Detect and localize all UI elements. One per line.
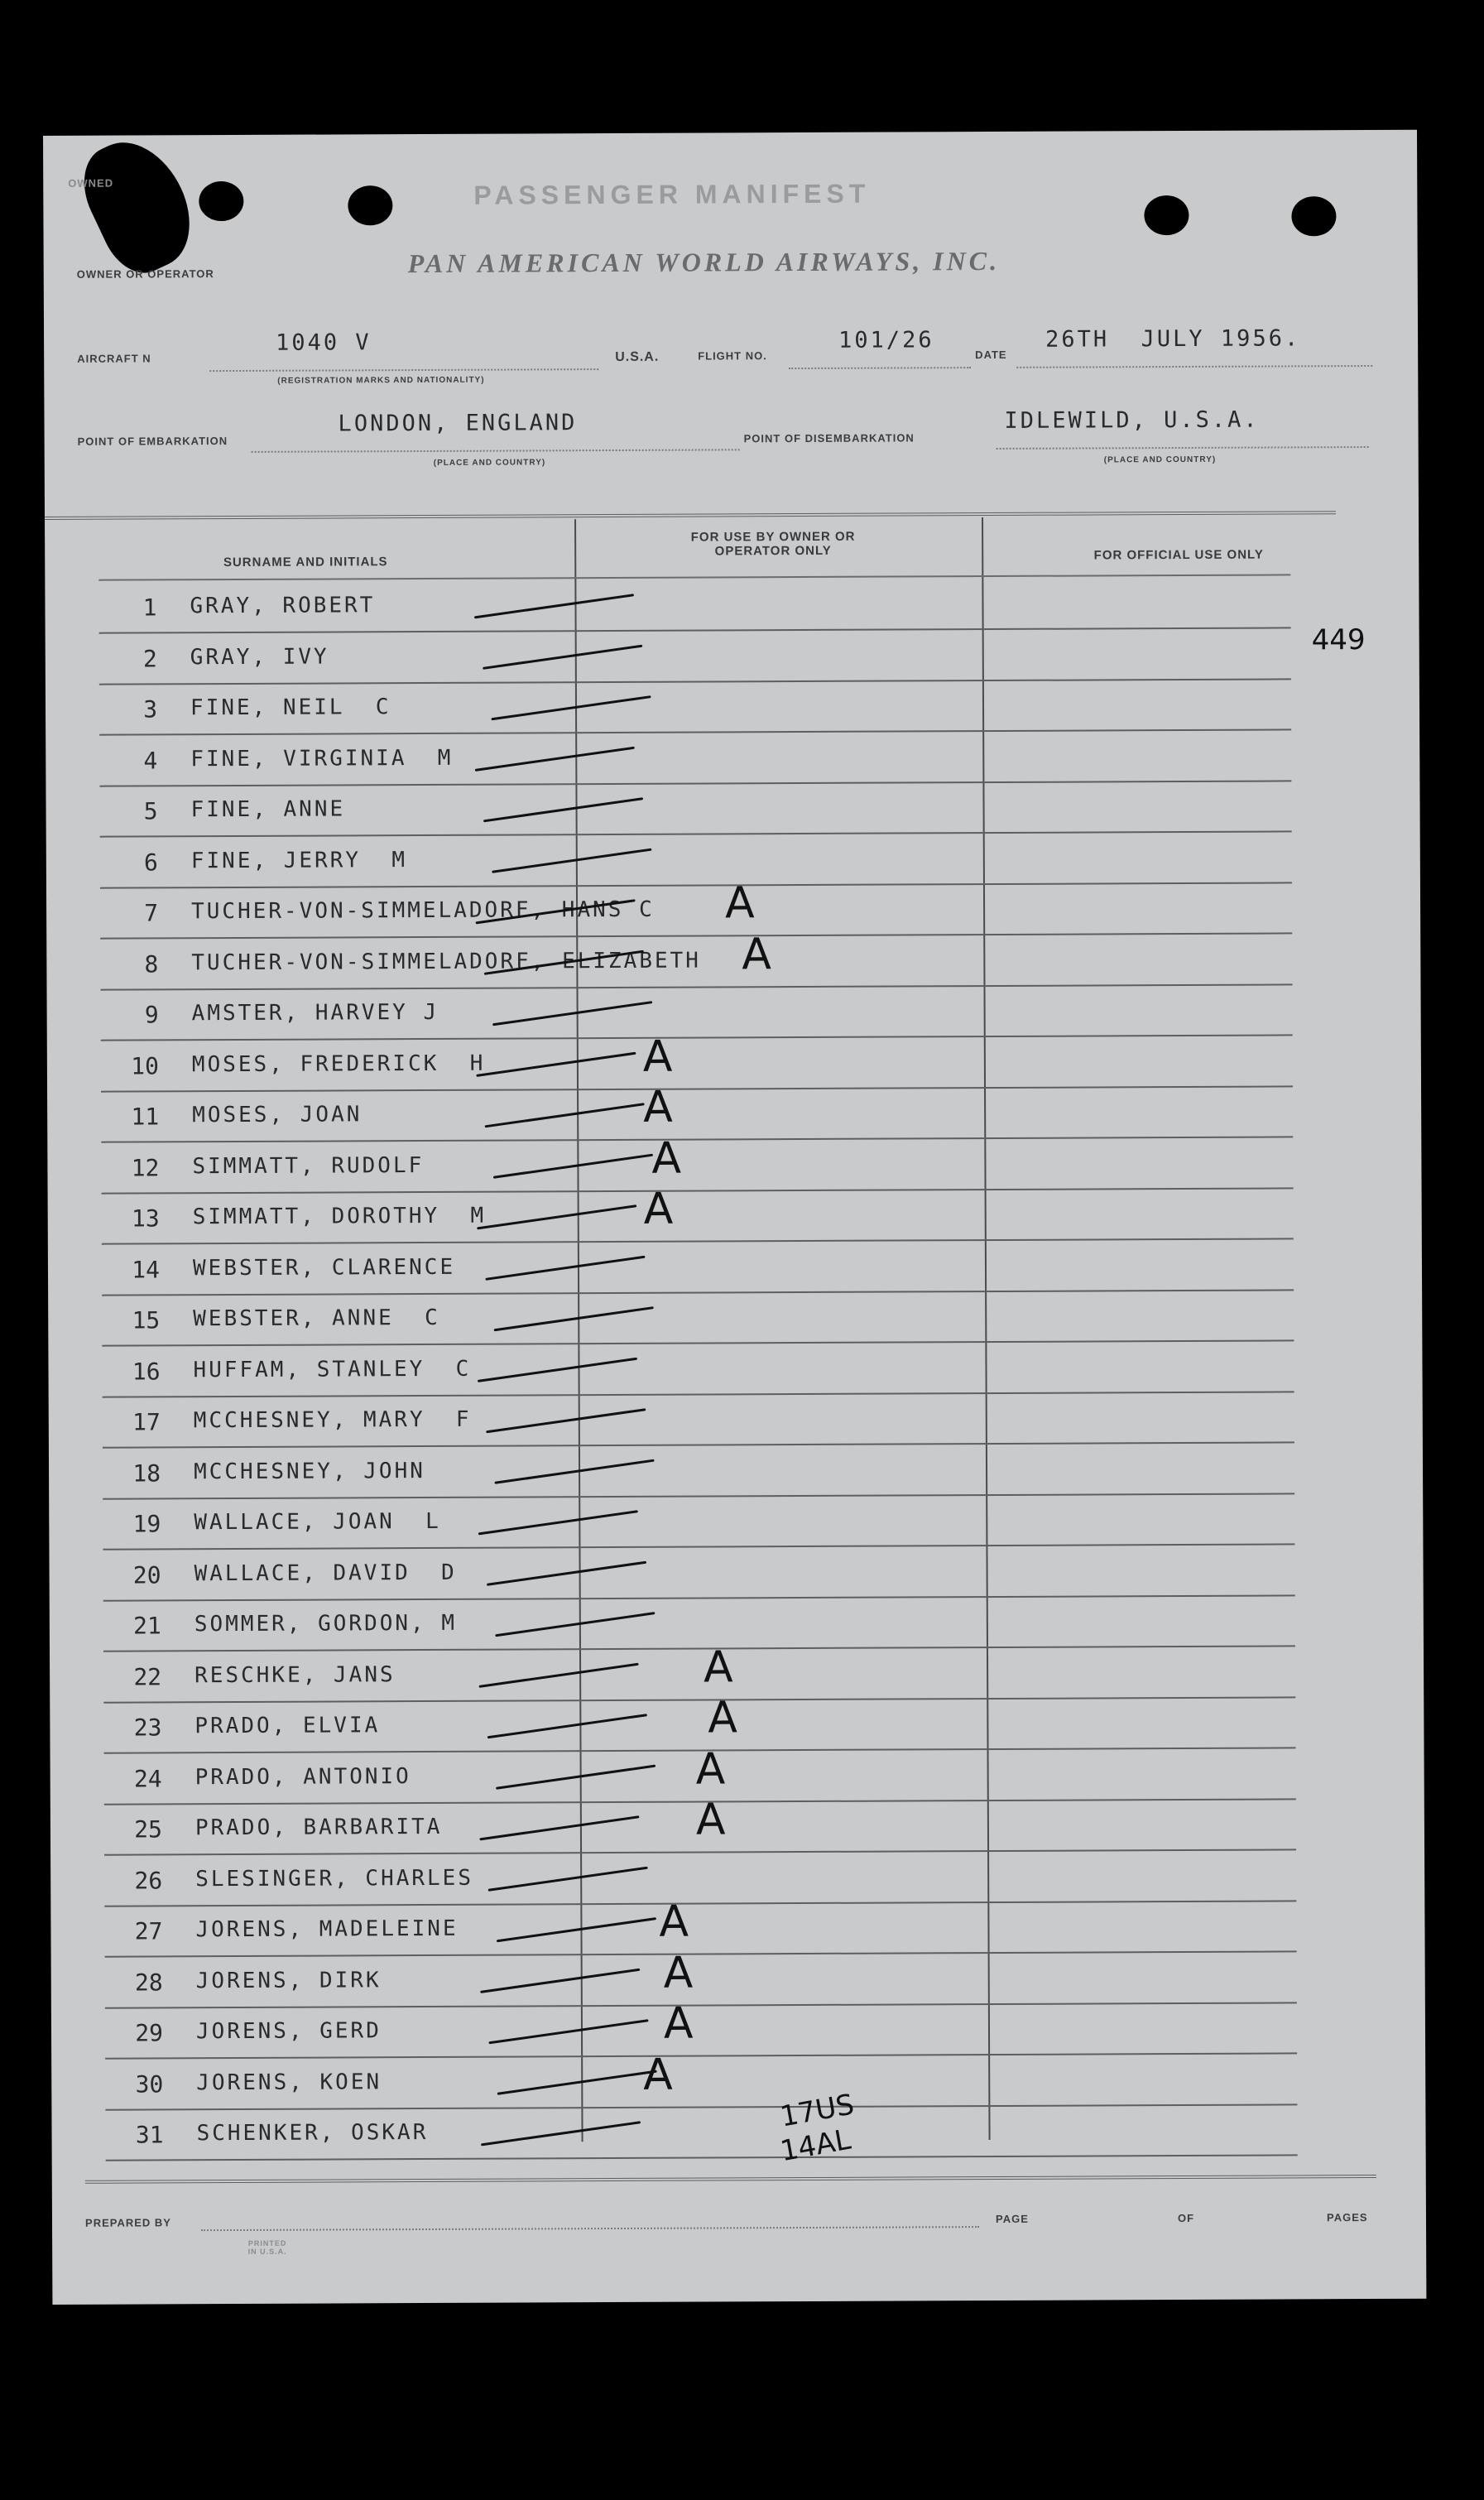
passenger-name: JORENS, KOEN xyxy=(196,2069,382,2095)
passenger-name: RESCHKE, JANS xyxy=(195,1661,396,1688)
row-number: 22 xyxy=(133,1662,162,1691)
alien-mark: A xyxy=(695,1743,726,1795)
passenger-name: TUCHER-VON-SIMMELADORF, HANS C xyxy=(191,897,655,925)
row-number: 3 xyxy=(143,695,158,724)
official-column-header: FOR OFFICIAL USE ONLY xyxy=(1093,547,1264,563)
passenger-name: FINE, ANNE xyxy=(190,796,346,823)
row-number: 18 xyxy=(132,1459,161,1488)
disembark-value: IDLEWILD, U.S.A. xyxy=(1004,406,1260,434)
tick-stroke xyxy=(487,1257,644,1279)
tick-stroke xyxy=(486,1104,643,1127)
row-number: 21 xyxy=(133,1612,161,1640)
passenger-name: WEBSTER, CLARENCE xyxy=(192,1254,456,1281)
row-number: 4 xyxy=(143,746,158,774)
passenger-name: MOSES, JOAN xyxy=(192,1102,363,1128)
passenger-name: FINE, JERRY M xyxy=(190,847,408,873)
tick-stroke xyxy=(487,1410,645,1432)
passenger-name: PRADO, ELVIA xyxy=(195,1713,381,1739)
tick-stroke xyxy=(476,748,633,770)
row-number: 13 xyxy=(131,1204,160,1233)
row-number: 8 xyxy=(144,950,159,978)
tick-stroke xyxy=(498,2071,656,2094)
pages-label: PAGES xyxy=(1326,2211,1368,2224)
row-number: 15 xyxy=(132,1306,161,1334)
passenger-name: SIMMATT, RUDOLF xyxy=(192,1152,425,1179)
row-number: 12 xyxy=(131,1153,160,1182)
passenger-name: MOSES, FREDERICK H xyxy=(191,1050,486,1077)
passenger-name: JORENS, GERD xyxy=(195,2018,382,2045)
passenger-name: FINE, VIRGINIA M xyxy=(190,745,454,772)
tick-stroke xyxy=(481,1817,638,1839)
row-number: 9 xyxy=(144,1001,159,1029)
passenger-name: TUCHER-VON-SIMMELADORF, ELIZABETH xyxy=(191,948,701,975)
form-title: PASSENGER MANIFEST xyxy=(473,178,871,210)
manifest-sheet xyxy=(43,130,1426,2305)
row-number: 30 xyxy=(135,2070,164,2099)
passenger-name: SIMMATT, DOROTHY M xyxy=(192,1203,487,1230)
tick-stroke xyxy=(478,1358,636,1381)
row-number: 19 xyxy=(132,1510,161,1538)
passenger-name: WALLACE, JOAN L xyxy=(194,1508,441,1536)
tick-stroke xyxy=(497,1919,655,1941)
usa-label: U.S.A. xyxy=(615,349,660,364)
tick-stroke xyxy=(494,1155,651,1177)
tick-stroke xyxy=(492,697,650,719)
tick-stroke xyxy=(480,1664,637,1686)
row-number: 10 xyxy=(131,1051,159,1080)
registration-caption: (REGISTRATION MARKS AND NATIONALITY) xyxy=(277,375,485,386)
of-label: OF xyxy=(1177,2211,1195,2225)
row-number: 27 xyxy=(134,1917,163,1945)
airline-name: PAN AMERICAN WORLD AIRWAYS, INC. xyxy=(407,245,1001,279)
passenger-name: JORENS, DIRK xyxy=(195,1967,382,1993)
row-number: 25 xyxy=(134,1815,163,1844)
handwritten-total-us: 17US xyxy=(777,2088,857,2134)
printed-stamp: PRINTED IN U.S.A. xyxy=(247,2238,287,2256)
prepared-label: PREPARED BY xyxy=(84,2216,171,2229)
alien-mark: A xyxy=(643,1184,674,1234)
tick-stroke xyxy=(495,1308,652,1330)
tick-stroke xyxy=(475,595,632,618)
passenger-name: SCHENKER, OSKAR xyxy=(196,2119,429,2147)
tick-stroke xyxy=(494,1002,651,1025)
passenger-name: AMSTER, HARVEY J xyxy=(191,999,439,1026)
passenger-name: PRADO, ANTONIO xyxy=(195,1763,411,1790)
tick-stroke xyxy=(485,951,642,974)
row-number: 5 xyxy=(143,797,158,825)
passenger-name: GRAY, IVY xyxy=(190,643,329,670)
row-number: 6 xyxy=(143,848,158,876)
passenger-name: PRADO, BARBARITA xyxy=(195,1814,443,1841)
embark-value: LONDON, ENGLAND xyxy=(338,410,578,437)
tick-stroke xyxy=(478,1053,635,1075)
passenger-name: SOMMER, GORDON, M xyxy=(194,1610,458,1637)
alien-mark: A xyxy=(659,1897,689,1947)
alien-mark: A xyxy=(724,878,755,929)
row-number: 7 xyxy=(144,899,159,927)
row-number: 24 xyxy=(133,1764,162,1793)
row-number: 31 xyxy=(135,2121,164,2149)
row-number: 26 xyxy=(134,1866,163,1895)
corner-stamp: OWNED xyxy=(68,176,114,190)
row-number: 20 xyxy=(132,1560,161,1589)
tick-stroke xyxy=(479,1512,636,1534)
row-number: 28 xyxy=(134,1968,163,1997)
page-label: PAGE xyxy=(995,2212,1029,2226)
passenger-name: GRAY, ROBERT xyxy=(190,593,376,619)
alien-mark: A xyxy=(742,929,772,979)
date-label: DATE xyxy=(975,348,1007,362)
disembark-caption: (PLACE AND COUNTRY) xyxy=(1103,454,1217,465)
flight-label: FLIGHT NO. xyxy=(698,349,767,363)
tick-stroke xyxy=(490,2021,647,2043)
owner-column-header: FOR USE BY OWNER OR OPERATOR ONLY xyxy=(690,529,856,559)
alien-mark: A xyxy=(708,1693,738,1743)
row-number: 2 xyxy=(142,644,157,672)
alien-mark: A xyxy=(695,1795,726,1845)
passenger-name: SLESINGER, CHARLES xyxy=(195,1865,474,1892)
passenger-name: MCCHESNEY, MARY F xyxy=(193,1406,472,1434)
aircraft-label: AIRCRAFT N xyxy=(77,352,151,365)
tick-stroke xyxy=(478,1206,636,1228)
official-number: 449 xyxy=(1311,623,1366,657)
tick-stroke xyxy=(488,1562,646,1584)
passenger-name: JORENS, MADELEINE xyxy=(195,1916,459,1943)
handwritten-total-al: 14AL xyxy=(777,2123,853,2169)
passenger-name: FINE, NEIL C xyxy=(190,695,391,721)
row-number: 23 xyxy=(133,1714,162,1742)
alien-mark: A xyxy=(663,1948,694,1998)
passenger-name: HUFFAM, STANLEY C xyxy=(193,1356,472,1382)
pen-strokes xyxy=(43,130,1426,2305)
tick-stroke xyxy=(482,2123,639,2145)
tick-stroke xyxy=(497,1613,654,1636)
tick-stroke xyxy=(477,901,634,923)
row-number: 16 xyxy=(132,1357,161,1386)
row-number: 1 xyxy=(142,594,157,622)
date-value: 26TH JULY 1956. xyxy=(1045,325,1301,353)
tick-stroke xyxy=(488,1715,646,1738)
tick-stroke xyxy=(489,1868,646,1890)
row-number: 11 xyxy=(131,1103,160,1131)
alien-mark: A xyxy=(642,1082,673,1132)
aircraft-value: 1040 V xyxy=(276,329,372,356)
row-number: 17 xyxy=(132,1408,161,1436)
passenger-name: WALLACE, DAVID D xyxy=(194,1560,457,1586)
tick-stroke xyxy=(485,799,642,821)
embark-label: POINT OF EMBARKATION xyxy=(77,435,228,448)
tick-stroke xyxy=(482,1969,639,1992)
flight-value: 101/26 xyxy=(838,327,934,353)
tick-stroke xyxy=(497,1766,655,1788)
surname-column-header: SURNAME AND INITIALS xyxy=(223,555,388,570)
disembark-label: POINT OF DISEMBARKATION xyxy=(743,431,915,445)
place-caption: (PLACE AND COUNTRY) xyxy=(433,458,546,468)
row-number: 29 xyxy=(135,2019,164,2047)
alien-mark: A xyxy=(642,1031,673,1082)
alien-mark: A xyxy=(663,1998,694,2049)
tick-stroke xyxy=(493,849,651,872)
tick-stroke xyxy=(496,1460,653,1483)
passenger-name: WEBSTER, ANNE C xyxy=(193,1305,440,1332)
alien-mark: A xyxy=(643,2050,673,2100)
alien-mark: A xyxy=(703,1642,733,1693)
passenger-name: MCCHESNEY, JOHN xyxy=(193,1458,425,1484)
row-number: 14 xyxy=(132,1255,161,1284)
owner-label: OWNER OR OPERATOR xyxy=(76,267,214,281)
alien-mark: A xyxy=(651,1133,682,1184)
tick-stroke xyxy=(484,646,641,668)
